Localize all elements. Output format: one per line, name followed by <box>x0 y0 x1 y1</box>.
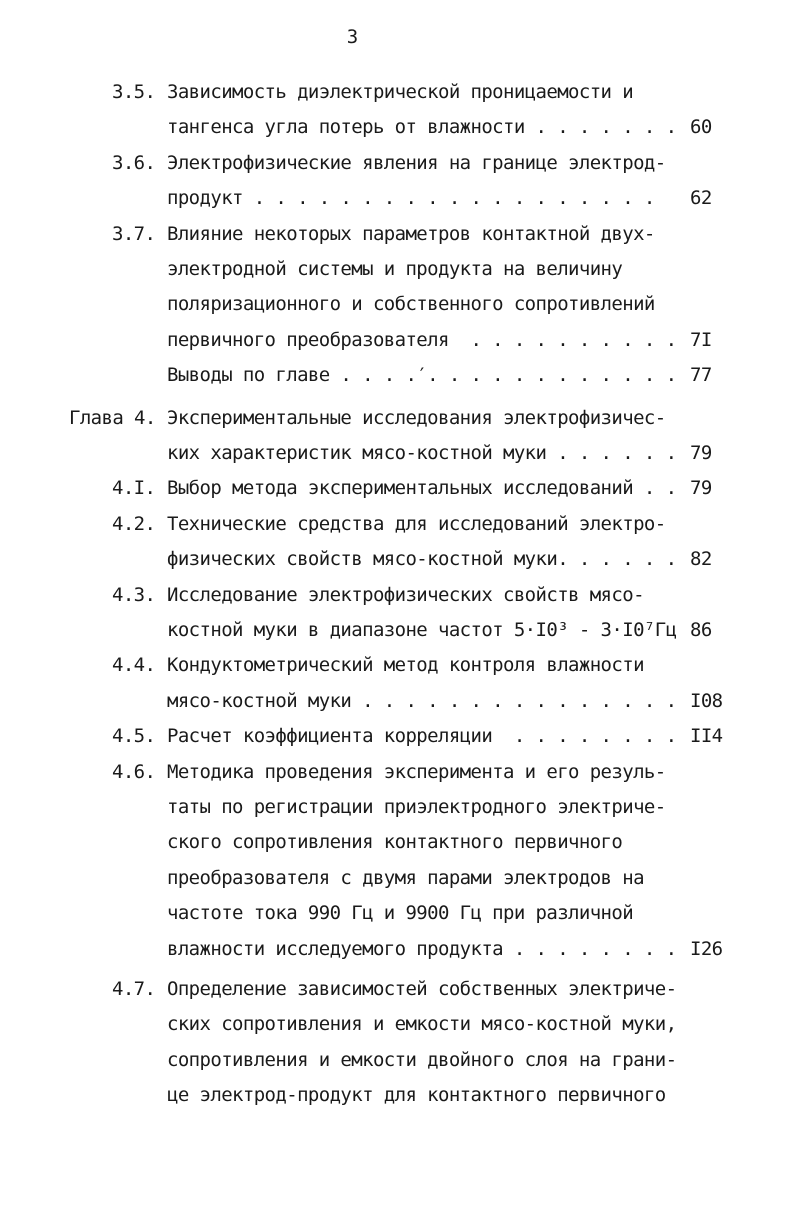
toc-line <box>0 326 797 354</box>
toc-entry-number: 4.4. <box>112 654 156 677</box>
toc-line <box>0 722 797 750</box>
toc-line <box>0 975 797 1003</box>
toc-line <box>0 361 797 389</box>
toc-entry-text: Экспериментальные исследования электрофизичес- <box>167 406 666 429</box>
toc-entry-number: 3.6. <box>112 151 156 174</box>
toc-entry-text: таты по регистрации приэлектродного электриче- <box>167 796 666 818</box>
toc-entry-text: це электрод-продукт для контактного первичного <box>167 1084 666 1107</box>
toc-entry-text: тангенса угла потерь от влажности . . . . . . . <box>167 116 677 139</box>
toc-entry-text: Методика проведения эксперимента и его резуль- <box>167 760 666 783</box>
toc-entry-text: Влияние некоторых параметров контактной двух- <box>167 222 655 245</box>
toc-line <box>0 184 797 212</box>
toc-line <box>0 758 797 786</box>
toc-page-number: 77 <box>690 364 712 387</box>
toc-entry-text: Исследование электрофизических свойств мясо- <box>167 583 644 606</box>
toc-entry-number: 4.I. <box>112 477 156 500</box>
toc-entry-text: продукт . . . . . . . . . . . . . . . . . . . <box>167 187 655 210</box>
toc-page-number: 7I <box>690 328 712 351</box>
page-number: 3 <box>346 26 359 48</box>
toc-line <box>0 474 797 502</box>
toc-entry-text: мясо-костной муки . . . . . . . . . . . . . . . <box>167 689 677 712</box>
toc-entry-text: Расчет коэффициента корреляции . . . . . . . . <box>167 725 677 748</box>
toc-entry-number: 4.5. <box>112 725 156 748</box>
toc-entry-number: 4.3. <box>112 583 156 606</box>
toc-entry-number: 4.2. <box>112 512 156 535</box>
toc-entry-text: сопротивления и емкости двойного слоя на грани- <box>167 1048 677 1071</box>
toc-entry-text: Электрофизические явления на границе электрод- <box>167 151 666 174</box>
toc-entry-text: Технические средства для исследований электро- <box>167 512 666 535</box>
toc-line <box>0 255 797 283</box>
toc-line <box>0 581 797 609</box>
toc-line <box>0 545 797 573</box>
toc-entry-number: 3.5. <box>112 81 156 103</box>
toc-entry-text: ских сопротивления и емкости мясо-костной муки, <box>167 1013 677 1036</box>
toc-page-number: II4 <box>690 725 723 748</box>
toc-line <box>0 149 797 177</box>
toc-line <box>0 78 797 106</box>
toc-entry-number: 3.7. <box>112 222 156 245</box>
toc-line <box>0 793 797 821</box>
toc-entry-text: поляризационного и собственного сопротивлений <box>167 293 655 316</box>
toc-line <box>0 864 797 892</box>
toc-line <box>0 1046 797 1074</box>
toc-page-number: 62 <box>690 187 712 210</box>
toc-line <box>0 899 797 927</box>
toc-page-number: I26 <box>690 937 723 960</box>
toc-line <box>0 616 797 644</box>
toc-page-number: 86 <box>690 619 712 641</box>
toc-entry-text: Выбор метода экспериментальных исследований . . <box>167 477 677 500</box>
toc-line <box>0 510 797 538</box>
toc-entry-text: влажности исследуемого продукта . . . . . . . . <box>167 937 677 960</box>
toc-entry-text: костной муки в диапазоне частот 5·I0³ - 3·I0⁷Гц <box>167 619 677 641</box>
toc-entry-number: Глава 4. <box>69 406 156 429</box>
toc-entry-text: Зависимость диэлектрической проницаемости и <box>167 81 634 103</box>
toc-line <box>0 113 797 141</box>
toc-entry-text: Определение зависимостей собственных электриче- <box>167 978 677 1000</box>
toc-line <box>0 439 797 467</box>
toc-entry-text: частоте тока 990 Гц и 9900 Гц при различной <box>167 902 634 925</box>
toc-entry-text: физических свойств мясо-костной муки. . . . . . <box>167 548 677 571</box>
toc-page-number: 60 <box>690 116 712 139</box>
toc-line <box>0 290 797 318</box>
toc-line <box>0 1010 797 1038</box>
toc-page-number: 82 <box>690 548 712 571</box>
toc-line <box>0 828 797 856</box>
toc-entry-text: ского сопротивления контактного первичного <box>167 831 623 854</box>
toc-entry-text: Выводы по главе . . . .′. . . . . . . . . . . . <box>167 364 677 387</box>
toc-line <box>0 687 797 715</box>
toc-page-number: 79 <box>690 442 712 464</box>
toc-entry-number: 4.7. <box>112 978 156 1000</box>
toc-entry-text: преобразователя с двумя парами электродов на <box>167 866 644 889</box>
toc-entry-number: 4.6. <box>112 760 156 783</box>
toc-page-number: I08 <box>690 689 723 712</box>
toc-page-number: 79 <box>690 477 712 500</box>
toc-entry-text: ких характеристик мясо-костной муки . . . . . . <box>167 442 677 464</box>
toc-line <box>0 1081 797 1109</box>
toc-line <box>0 220 797 248</box>
toc-entry-text: электродной системы и продукта на величину <box>167 258 623 280</box>
toc-line <box>0 404 797 432</box>
toc-entry-text: Кондуктометрический метод контроля влажности <box>167 654 644 677</box>
toc-line <box>0 935 797 963</box>
toc-line <box>0 651 797 679</box>
toc-entry-text: первичного преобразователя . . . . . . . . . . <box>167 328 677 351</box>
